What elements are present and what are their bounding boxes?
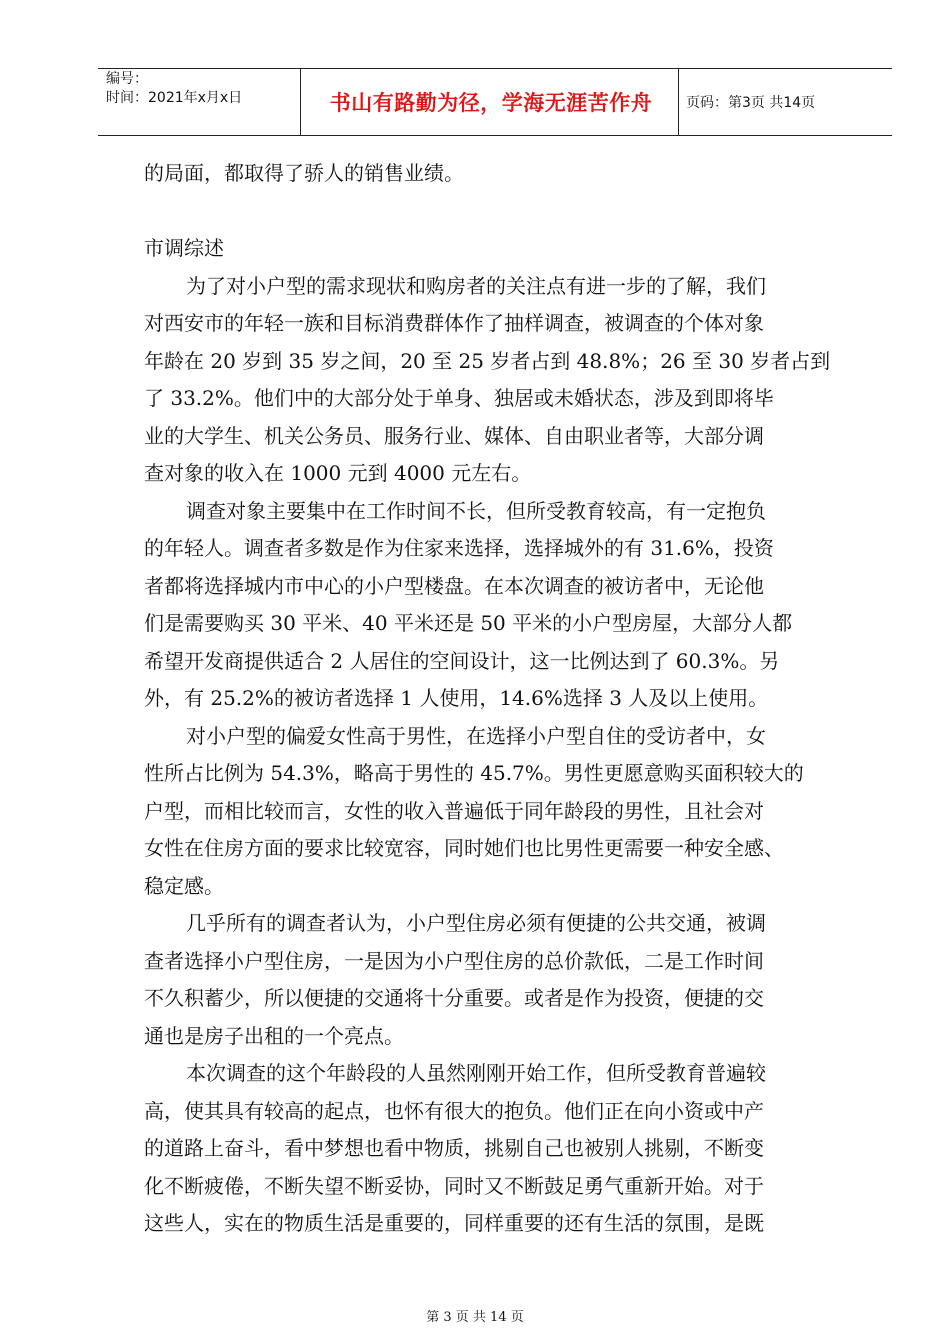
text-line: 为了对小户型的需求现状和购房者的关注点有进一步的了解，我们 xyxy=(186,273,766,298)
text-line: 的道路上奋斗，看中梦想也看中物质，挑剔自己也被别人挑剔，不断变 xyxy=(144,1136,764,1160)
text-line: 了 33.2%。他们中的大部分处于单身、独居或未婚状态，涉及到即将毕 xyxy=(144,386,774,410)
text-line: 年龄在 20 岁到 35 岁之间，20 至 25 岁者占到 48.8%；26 至 30 岁者占到 xyxy=(144,348,831,373)
header-motto: 书山有路勤为径，学海无涯苦作舟 xyxy=(329,91,653,115)
header-number-label: 编号： xyxy=(106,71,148,87)
text-line: 对小户型的偏爱女性高于男性，在选择小户型自住的受访者中，女 xyxy=(186,723,766,748)
text-line: 女性在住房方面的要求比较宽容，同时她们也比男性更需要一种安全感、 xyxy=(144,836,784,860)
text-line: 外，有 25.2%的被访者选择 1 人使用，14.6%选择 3 人及以上使用。 xyxy=(144,686,769,710)
text-line: 查对象的收入在 1000 元到 4000 元左右。 xyxy=(144,461,532,485)
text-line: 的局面，都取得了骄人的销售业绩。 xyxy=(144,161,464,185)
header-meta xyxy=(106,70,242,108)
text-line: 高，使其具有较高的起点，也怀有很大的抱负。他们正在向小资或中产 xyxy=(144,1098,764,1123)
header-page-info: 页码：第3页 共14页 xyxy=(686,95,816,111)
text-line: 调查对象主要集中在工作时间不长，但所受教育较高，有一定抱负 xyxy=(186,498,766,523)
text-line: 化不断疲倦，不断失望不断妥协，同时又不断鼓足勇气重新开始。对于 xyxy=(144,1173,764,1198)
text-line: 的年轻人。调查者多数是作为住家来选择，选择城外的有 31.6%，投资 xyxy=(144,536,774,560)
text-line: 不久积蓄少，所以便捷的交通将十分重要。或者是作为投资，便捷的交 xyxy=(144,986,764,1010)
text-line: 查者选择小户型住房，一是因为小户型住房的总价款低，二是工作时间 xyxy=(144,948,764,973)
document-body xyxy=(144,155,854,1243)
text-line: 稳定感。 xyxy=(144,873,224,898)
section-heading: 市调综述 xyxy=(144,236,224,260)
text-line: 们是需要购买 30 平米、40 平米还是 50 平米的小户型房屋，大部分人都 xyxy=(144,611,793,635)
header-divider-left xyxy=(300,68,301,136)
text-line: 通也是房子出租的一个亮点。 xyxy=(144,1023,404,1048)
text-line: 业的大学生、机关公务员、服务行业、媒体、自由职业者等，大部分调 xyxy=(144,423,764,448)
page-footer: 第 3 页 共 14 页 xyxy=(426,1310,524,1325)
text-line: 希望开发商提供适合 2 人居住的空间设计，这一比例达到了 60.3%。另 xyxy=(144,648,780,673)
text-line: 对西安市的年轻一族和目标消费群体作了抽样调查，被调查的个体对象 xyxy=(144,311,764,335)
page-header xyxy=(98,68,892,136)
text-line: 本次调查的这个年龄段的人虽然刚刚开始工作，但所受教育普遍较 xyxy=(186,1061,766,1085)
text-line: 户型，而相比较而言，女性的收入普遍低于同年龄段的男性，且社会对 xyxy=(144,798,764,823)
text-line: 几乎所有的调查者认为，小户型住房必须有便捷的公共交通，被调 xyxy=(186,911,766,935)
text-line: 性所占比例为 54.3%，略高于男性的 45.7%。男性更愿意购买面积较大的 xyxy=(144,761,804,785)
text-line: 这些人，实在的物质生活是重要的，同样重要的还有生活的氛围，是既 xyxy=(144,1211,764,1235)
blank-line xyxy=(144,193,854,231)
header-time-label: 时间：2021年x月x日 xyxy=(106,90,243,106)
text-line: 者都将选择城内市中心的小户型楼盘。在本次调查的被访者中，无论他 xyxy=(144,573,764,598)
